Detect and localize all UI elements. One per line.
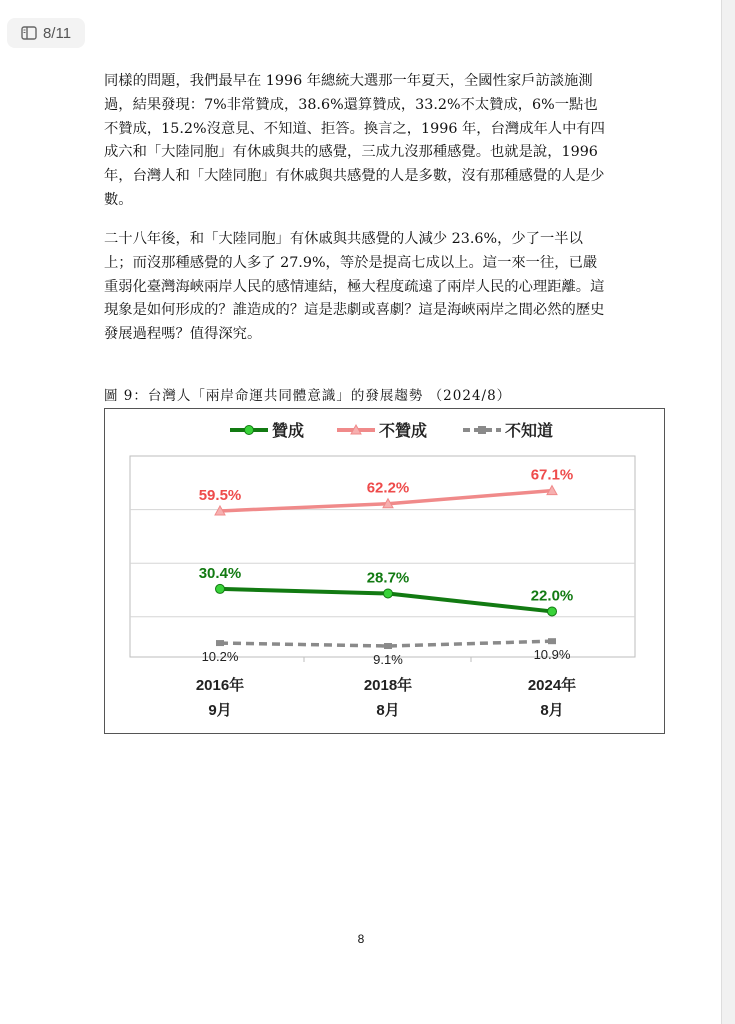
page-number: 8: [357, 932, 365, 946]
data-label: 30.4%: [198, 564, 242, 582]
chart-frame: [104, 408, 665, 734]
paragraph-1: 同樣的問題，我們最早在 1996 年總統大選那一年夏天，全國性家戶訪談施測過，結果發現：7%非常贊成，38.6%還算贊成，33.2%不太贊成，6%一點也不贊成，15.2%沒意見、不知道、拒答。換言之，1996 年，台灣成年人中有四成六和「大陸同胞」有休戚與共的感覺，三成九沒那種感覺。也就是說，1996 年，台灣人和「大陸同胞」有休戚與共感覺的人是多數，沒有那種感覺的人是少數。: [104, 73, 605, 208]
legend-label-2: 不知道: [505, 423, 554, 440]
data-label: 10.2%: [201, 649, 239, 665]
x-tick-sublabel: 8月: [376, 702, 400, 719]
paragraph-2: 二十八年後，和「大陸同胞」有休戚與共感覺的人減少 23.6%，少了一半以上；而沒那種感覺的人多了 27.9%，等於是提高七成以上。這一來一往，已嚴重弱化臺灣海峽兩岸人民的感情連結，極大程度疏遠了兩岸人民的心理距離。這現象是如何形成的？誰造成的？這是悲劇或喜劇？這是海峽兩岸之間必然的歷史發展過程嗎？值得深究。: [104, 231, 605, 343]
legend-label-0: 贊成: [272, 423, 305, 440]
data-label: 59.5%: [198, 486, 242, 504]
legend-marker-0: [245, 426, 254, 435]
data-label: 10.9%: [533, 647, 571, 663]
data-point: [384, 589, 393, 598]
data-point: [216, 640, 224, 646]
data-label: 67.1%: [530, 466, 574, 484]
data-label: 28.7%: [366, 569, 410, 587]
page-indicator[interactable]: [7, 18, 85, 48]
x-tick-sublabel: 8月: [540, 702, 564, 719]
data-point: [216, 584, 225, 593]
data-label: 9.1%: [373, 652, 403, 668]
data-point: [548, 638, 556, 644]
x-tick-sublabel: 9月: [208, 702, 232, 719]
x-tick-label: 2016年: [195, 677, 245, 694]
figure-caption: 圖 9：台灣人「兩岸命運共同體意識」的發展趨勢 （2024/8）: [104, 388, 512, 404]
data-point: [548, 607, 557, 616]
x-tick-label: 2024年: [527, 677, 577, 694]
legend-label-1: 不贊成: [379, 423, 428, 440]
x-tick-label: 2018年: [363, 677, 413, 694]
page-indicator-text: 8/11: [42, 24, 72, 42]
line-chart: [105, 409, 664, 733]
data-point: [384, 643, 392, 649]
legend-marker-2: [478, 426, 486, 434]
sidebar-toggle-icon: [21, 26, 37, 40]
scrollbar[interactable]: [721, 0, 735, 1024]
data-label: 62.2%: [366, 479, 410, 497]
data-label: 22.0%: [530, 587, 574, 605]
